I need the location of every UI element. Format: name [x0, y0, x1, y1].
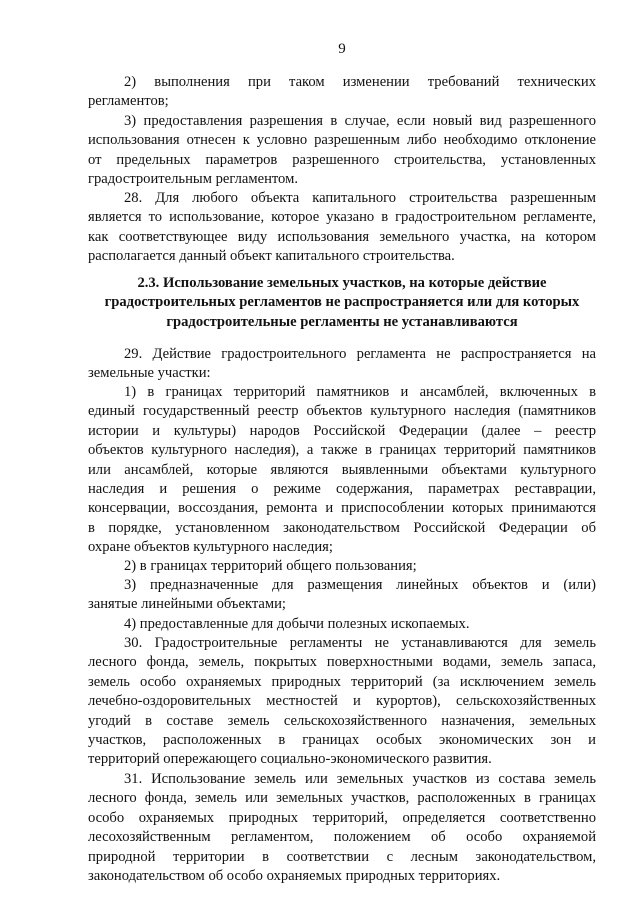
heading-line: 2.3. Использование земельных участков, на которые действие — [137, 275, 547, 291]
text-line: 31. Использование земель или земельных участков из состава земель — [124, 771, 596, 787]
text-line: лесного фонда, земель, покрытых поверхностными водами, земель запаса, — [88, 654, 596, 671]
paragraph-item-2-public — [88, 557, 596, 576]
text-line: земельные участки: — [88, 365, 211, 382]
text-line: охране объектов культурного наследия; — [88, 539, 333, 556]
text-line: в порядке, установленном законодательством Российской Федерации об — [88, 519, 596, 536]
text-line: 2) в границах территорий общего пользования; — [124, 558, 417, 574]
text-line: регламентов; — [88, 93, 169, 110]
paragraph-clause-31 — [88, 770, 596, 886]
text-line: лесохозяйственным регламентом, положением об особо охраняемой — [88, 829, 596, 846]
text-line: объектов культурного наследия), а также в границах территорий памятников — [88, 442, 596, 459]
paragraph-item-3-permission — [88, 112, 596, 190]
text-line: наследия и решения о режиме содержания, параметрах реставрации, — [88, 481, 596, 498]
text-line: территорий опережающего социально-экономического развития. — [88, 751, 492, 768]
paragraph-clause-28 — [88, 189, 596, 267]
paragraph-item-4-mining — [88, 615, 596, 634]
text-line: 3) предназначенные для размещения линейных объектов и (или) — [124, 577, 596, 593]
text-line: консервации, воссоздания, ремонта и приспособлении которых принимаются — [88, 500, 596, 517]
text-line: занятые линейными объектами; — [88, 596, 286, 613]
heading-line: градостроительных регламентов не распространяется или для которых — [104, 294, 580, 311]
text-line: 3) предоставления разрешения в случае, если новый вид разрешенного — [124, 113, 596, 129]
text-line: особо охраняемых природных территорий, определяется соответственно — [88, 809, 596, 826]
text-line: 28. Для любого объекта капитального строительства разрешенным — [124, 190, 596, 206]
paragraph-item-1-heritage — [88, 383, 596, 558]
text-line: является то использование, которое указано в градостроительном регламенте, — [88, 209, 596, 226]
text-line: использования отнесен к условно разрешенным либо необходимо отклонение — [88, 132, 596, 149]
paragraph-clause-30 — [88, 634, 596, 770]
text-line: 1) в границах территорий памятников и ансамблей, включенных в — [124, 384, 596, 400]
text-line: как соответствующее виду использования земельного участка, на котором — [88, 228, 596, 245]
text-line: участков, расположенных в границах особых экономических зон и — [88, 732, 596, 749]
text-line: располагается данный объект капитального строительства. — [88, 248, 455, 265]
paragraph-item-3-linear — [88, 576, 596, 615]
text-line: от предельных параметров разрешенного строительства, установленных — [88, 151, 596, 168]
text-line: 29. Действие градостроительного регламента не распространяется на — [124, 346, 596, 362]
text-line: градостроительным регламентом. — [88, 171, 298, 188]
text-line: лечебно-оздоровительных местностей и курортов), сельскохозяйственных — [88, 693, 596, 710]
text-line: единый государственный реестр объектов культурного наследия (памятников — [88, 403, 596, 420]
paragraph-clause-29 — [88, 345, 596, 384]
text-line: земель особо охраняемых природных территорий (за исключением земель — [88, 673, 596, 690]
paragraph-item-2-performance — [88, 73, 596, 112]
text-line: 4) предоставленные для добычи полезных ископаемых. — [124, 616, 470, 632]
text-line: лесного фонда, земель или земельных участков, расположенных в границах — [88, 790, 596, 807]
text-line: 30. Градостроительные регламенты не устанавливаются для земель — [124, 635, 596, 651]
page-number: 9 — [338, 41, 346, 57]
heading-line: градостроительные регламенты не устанавливаются — [166, 313, 518, 330]
text-line: 2) выполнения при таком изменении требований технических — [124, 74, 596, 90]
text-line: законодательством об особо охраняемых природных территориях. — [88, 868, 501, 885]
text-line: угодий в составе земель сельскохозяйственного назначения, земельных — [88, 712, 596, 729]
text-line: или ансамблей, которые являются выявленными объектами культурного — [88, 461, 596, 478]
section-heading — [88, 274, 596, 332]
text-line: истории и культуры) народов Российской Федерации (далее – реестр — [88, 422, 596, 439]
text-line: природной территории в соответствии с лесным законодательством, — [88, 848, 596, 865]
